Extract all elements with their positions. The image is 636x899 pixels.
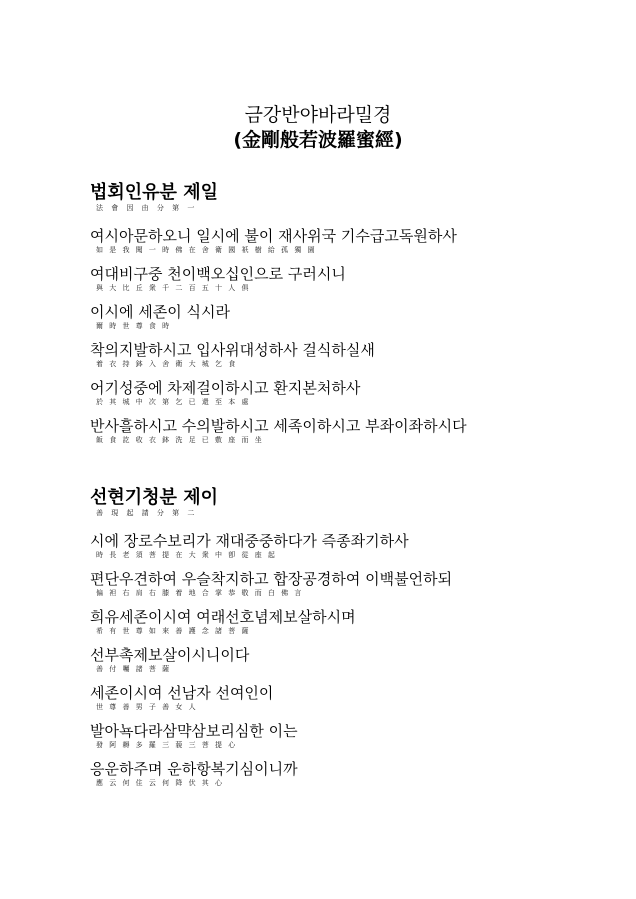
verse-line	[90, 684, 570, 712]
verse-line	[90, 570, 570, 598]
verse-line	[90, 608, 570, 636]
section-heading: 법회인유분 제일	[90, 182, 218, 203]
section-1	[90, 182, 570, 445]
verse-hanja: 偏 袒 右 肩 右 膝 着 地 合 掌 恭 敬 而 白 佛 言	[96, 589, 304, 597]
verse-hanja: 與 大 比 丘 衆 千 二 百 五 十 人 俱	[96, 284, 251, 292]
verse-text: 응운하주며 운하항복기심이니까	[90, 760, 298, 778]
verse-line	[90, 417, 570, 445]
section-2	[90, 487, 570, 788]
verse-hanja: 飯 食 訖 收 衣 鉢 洗 足 已 敷 座 而 坐	[96, 436, 264, 444]
verse-hanja: 應 云 何 住 云 何 降 伏 其 心	[96, 779, 225, 787]
section-heading-hanja: 法 會 因 由 分 第 一	[96, 204, 198, 212]
verse-text: 여대비구중 천이백오십인으로 구러시니	[90, 265, 346, 283]
verse-line	[90, 341, 570, 369]
verse-hanja: 爾 時 世 尊 食 時	[96, 322, 172, 330]
section-heading-hanja: 善 現 起 請 分 第 二	[96, 509, 198, 517]
verse-text: 희유세존이시여 여래선호념제보살하시며	[90, 608, 356, 626]
verse-line	[90, 646, 570, 674]
verse-hanja: 着 衣 持 鉢 入 舍 衛 大 城 乞 食	[96, 360, 238, 368]
verse-text: 세존이시여 선남자 선여인이	[90, 684, 274, 702]
verse-line	[90, 532, 570, 560]
section-heading: 선현기청분 제이	[90, 487, 218, 508]
verse-hanja: 發 阿 耨 多 羅 三 藐 三 菩 提 心	[96, 741, 238, 749]
verse-text: 편단우견하여 우슬착지하고 합장공경하여 이백불언하되	[90, 570, 453, 588]
verse-hanja: 於 其 城 中 次 第 乞 已 還 至 本 處	[96, 398, 251, 406]
verse-line	[90, 265, 570, 293]
sutra-title-hanja: (金剛般若波羅蜜經)	[233, 129, 403, 151]
verse-text: 착의지발하시고 입사위대성하사 걸식하실새	[90, 341, 375, 359]
verse-hanja: 世 尊 善 男 子 善 女 人	[96, 703, 198, 711]
verse-text: 발아뇩다라삼먁삼보리심한 이는	[90, 722, 298, 740]
verse-text: 여시아문하오니 일시에 불이 재사위국 기수급고독원하사	[90, 227, 457, 245]
verse-hanja: 希 有 世 尊 如 來 善 護 念 諸 菩 薩	[96, 627, 251, 635]
verse-text: 선부촉제보살이시니이다	[90, 646, 250, 664]
verse-line	[90, 227, 570, 255]
verse-line	[90, 303, 570, 331]
verse-hanja: 時 長 老 須 菩 提 在 大 衆 中 卽 從 座 起	[96, 551, 277, 559]
verse-hanja: 善 付 囑 諸 菩 薩	[96, 665, 172, 673]
verse-text: 어기성중에 차제걸이하시고 환지본처하사	[90, 379, 361, 397]
verse-line	[90, 760, 570, 788]
verse-text: 이시에 세존이 식시라	[90, 303, 230, 321]
verse-text: 반사흘하시고 수의발하시고 세족이하시고 부좌이좌하시다	[90, 417, 467, 435]
sutra-title: 금강반야바라밀경	[244, 104, 392, 126]
verse-hanja: 如 是 我 聞 一 時 佛 在 舍 衛 國 祇 樹 給 孤 獨 園	[96, 246, 317, 254]
verse-text: 시에 장로수보리가 재대중중하다가 즉종좌기하사	[90, 532, 409, 550]
verse-line	[90, 722, 570, 750]
verse-line	[90, 379, 570, 407]
